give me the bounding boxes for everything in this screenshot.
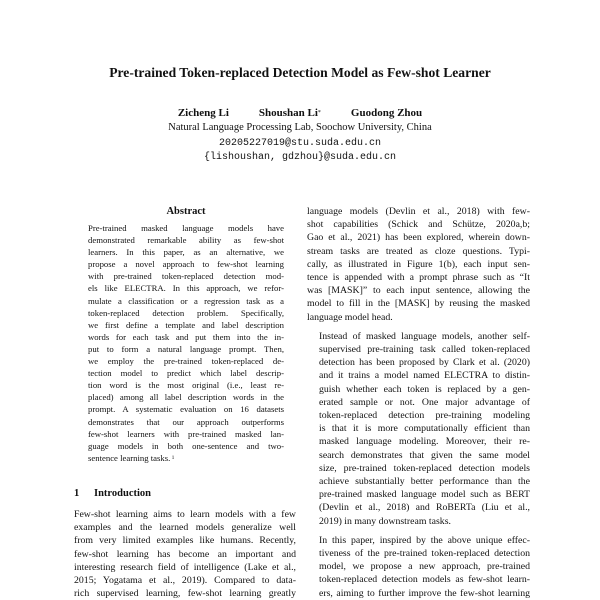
abstract-heading: Abstract: [166, 206, 206, 217]
section-number: 1: [74, 488, 80, 499]
section-heading-introduction: [74, 487, 151, 501]
text-line: prompt. A systematic evaluation on 16 datasets: [88, 404, 284, 415]
text-line: detection has been proposed by Clark et al. (2020): [319, 357, 530, 369]
text-line: achieve substantially better performance than the: [319, 476, 530, 488]
text-line: guish whether each token is replaced by a gen-: [319, 383, 530, 395]
text-line: was [MASK]” to each input sentence, allowing the: [307, 285, 530, 297]
text-line: tion word is the most original (i.e., least re-: [88, 380, 284, 391]
paragraph: [307, 330, 530, 528]
paragraph: [307, 534, 530, 600]
text-line: demonstrated remarkable ability as few-shot: [88, 235, 284, 246]
text-line: put to form a natural language prompt. Then,: [88, 343, 284, 354]
author-name: Guodong Zhou: [350, 107, 423, 119]
text-line: search demonstrates that given the same model: [319, 449, 530, 461]
text-line: examples and the learned models generalize well: [74, 522, 296, 534]
corresponding-author-mark: *: [317, 110, 321, 116]
text-line: rich supervised learning, few-shot learning greatly: [74, 588, 296, 600]
text-line: few-shot learning has become an important and: [74, 548, 296, 560]
author-list: [0, 106, 600, 120]
text-line: language model head.: [307, 311, 393, 323]
text-line: words for each task and put them into the in-: [88, 331, 284, 342]
text-line: cally, as illustrated in Figure 1(b), each input sen-: [307, 258, 530, 270]
text-line: token-replaced detection problem. Specifically,: [88, 307, 284, 318]
text-line: language models (Devlin et al., 2018) with few-: [307, 206, 530, 217]
abstract-body: [88, 222, 284, 464]
text-line: model, we propose a new approach, pre-trained: [319, 561, 530, 573]
section-title: Introduction: [94, 488, 151, 499]
text-line: Gao et al., 2021) has been explored, wherein down-: [307, 232, 530, 244]
text-line: mulate a classification or a regression task as a: [88, 295, 284, 306]
text-line: tection model to predict which label descrip-: [88, 368, 284, 379]
text-line: shot capabilities (Schick and Schütze, 2020a,b;: [307, 219, 530, 231]
text-line: sentence learning tasks. $^1$: [88, 452, 175, 463]
text-line: and it trains a model named ELECTRA to distin-: [319, 370, 530, 382]
text-line: (Devlin et al., 2018) and RoBERTa (Liu et al.,: [319, 502, 530, 514]
text-line: pre-trained masked language model such as BERT: [319, 489, 530, 501]
text-line: ers, aiming to further improve the few-shot learning: [319, 587, 530, 599]
text-line: supervised pre-training task called token-replaced: [319, 344, 530, 356]
text-line: Few-shot learning aims to learn models with a few: [74, 509, 296, 520]
paragraph: [307, 205, 530, 324]
text-line: is that it is more computationally efficient than: [319, 423, 530, 435]
text-line: 2015; Yogatama et al., 2019). Compared to data-: [74, 575, 296, 587]
text-line: propose a novel approach to few-shot learning: [88, 259, 284, 270]
text-line: stream tasks are treated as cloze questions. Typi-: [307, 245, 530, 257]
author-name: Shoushan Li: [258, 107, 318, 119]
text-line: from very limited examples like humans. Recently,: [74, 535, 296, 547]
text-line: we employ the pre-trained token-replaced de-: [88, 356, 284, 367]
text-line: Instead of masked language models, another self-: [319, 330, 530, 342]
text-line: token-replaced detection pre-training modeling: [319, 410, 530, 422]
text-line: model to fill in the [MASK] by reusing the masked: [307, 298, 530, 310]
author-email: {lishoushan, gdzhou}@suda.edu.cn: [203, 152, 397, 163]
text-line: with pre-trained token-replaced detection mod-: [88, 271, 284, 282]
text-line: demonstrates that our approach outperforms: [88, 416, 284, 427]
text-line: els like ELECTRA. In this approach, we refor-: [88, 283, 284, 294]
author-name: Zicheng Li: [177, 107, 229, 119]
text-line: In this paper, inspired by the above unique effec-: [319, 534, 530, 546]
text-line: token-replaced detection models as few-shot learn-: [319, 574, 530, 586]
affiliation: Natural Language Processing Lab, Soochow University, China: [168, 122, 432, 133]
text-line: interesting research field of intelligence (Lake et al.,: [74, 561, 296, 573]
text-line: we first define a template and label description: [88, 319, 284, 330]
text-line: masked language modeling. Moreover, their re-: [319, 436, 530, 448]
text-line: size, pre-trained token-replaced detection models: [319, 462, 530, 474]
text-line: few-shot learners with pre-trained masked lan-: [88, 428, 284, 439]
introduction-body: [74, 508, 296, 600]
text-line: tiveness of the pre-trained token-replaced detection: [319, 548, 530, 560]
footnote-mark: 1: [170, 454, 175, 461]
text-line: 2019) in many downstream tasks.: [319, 515, 451, 527]
text-line: learners. In this paper, as an alternative, we: [88, 247, 284, 258]
text-line: tence is appended with a prompt phrase such as “It: [307, 272, 530, 284]
text-line: placed) among all label description words in the: [88, 392, 284, 403]
author-email: 20205227019@stu.suda.edu.cn: [218, 138, 382, 149]
text-line: erated sample or not. One major advantage of: [319, 396, 530, 408]
text-line: Pre-trained masked language models have: [88, 223, 284, 233]
paper-title: Pre-trained Token-replaced Detection Model as Few-shot Learner: [109, 65, 491, 80]
right-column-body: [307, 205, 530, 600]
text-line: guage models in both one-sentence and two-: [88, 440, 284, 451]
